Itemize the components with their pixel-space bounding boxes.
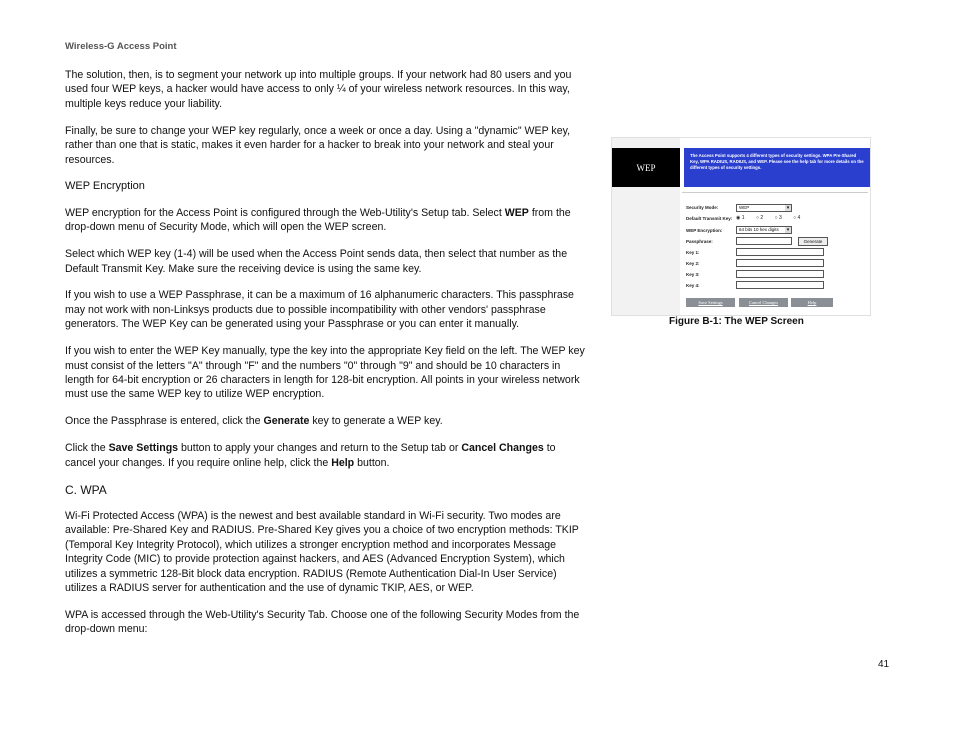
wep-encryption-label: WEP Encryption: xyxy=(686,228,723,233)
help-button[interactable]: Help xyxy=(791,298,833,307)
figure-caption: Figure B-1: The WEP Screen xyxy=(669,316,804,327)
paragraph: Click the Save Settings button to apply your changes and return to the Setup tab or Cancel Changes to cancel your changes. If you require online help, click the Help button. xyxy=(65,442,556,469)
key1-input[interactable] xyxy=(736,248,824,256)
passphrase-label: Passphrase: xyxy=(686,239,713,244)
radio-2[interactable]: ○ 2 xyxy=(755,215,764,221)
default-key-label: Default Transmit Key: xyxy=(686,216,733,221)
default-key-radios[interactable] xyxy=(736,215,810,221)
figure-info-banner: The Access Point supports 4 different types of security settings. WPA Pre-Shared Key, WPA RADIUS, RADIUS, and WEP. Please see the help tab for more details on the different types of security settings. xyxy=(684,148,870,187)
generate-button[interactable]: Generate xyxy=(798,237,828,246)
paragraph: WEP encryption for the Access Point is configured through the Web-Utility's Setup tab. Select WEP from the drop-down menu of Security Mode, which will open the WEP screen. xyxy=(65,206,571,234)
running-header: Wireless-G Access Point xyxy=(65,41,177,52)
security-mode-select[interactable]: WEP ▾ xyxy=(736,204,792,212)
radio-4[interactable]: ○ 4 xyxy=(793,215,801,221)
key3-label: Key 3: xyxy=(686,272,700,277)
save-settings-button[interactable]: Save Settings xyxy=(686,298,735,307)
page-number: 41 xyxy=(878,659,890,670)
wep-encryption-select[interactable]: 64 bits 10 hex digits ▾ xyxy=(736,226,792,234)
section-heading-wep: WEP Encryption xyxy=(65,180,145,193)
paragraph: WPA is accessed through the Web-Utility's Security Tab. Choose one of the following Security Modes from the drop-down menu: xyxy=(65,608,580,636)
security-mode-label: Security Mode: xyxy=(686,205,719,210)
key2-label: Key 2: xyxy=(686,261,700,266)
key2-input[interactable] xyxy=(736,259,824,267)
cancel-changes-button[interactable]: Cancel Changes xyxy=(739,298,788,307)
paragraph: Once the Passphrase is entered, click the Generate key to generate a WEP key. xyxy=(65,415,443,428)
paragraph: Wi-Fi Protected Access (WPA) is the newest and best available standard in Wi-Fi security. Two modes are available: Pre-Shared Key and RADIUS. Pre-Shared Key gives you a choice of two encryption methods: TKIP (Temporal Key Integrity Protocol), which utilizes a stronger encryption method and incorporates Message Integrity Code (MIC) to provide protection against hackers, and AES (Advanced Encryption System), which utilizes a symmetric 128-Bit block data encryption. RADIUS (Remote Authentication Dial-In User Service) utilizes a RADIUS server for authentication and the use of dynamic TKIP, AES, or WEP. xyxy=(65,509,579,594)
passphrase-input[interactable] xyxy=(736,237,792,245)
key3-input[interactable] xyxy=(736,270,824,278)
paragraph: Finally, be sure to change your WEP key regularly, once a week or once a day. Using a "dynamic" WEP key, rather than one that is static, makes it even harder for a hacker to break into your network and steal your resources. xyxy=(65,124,571,166)
key1-label: Key 1: xyxy=(686,250,700,255)
key4-input[interactable] xyxy=(736,281,824,289)
paragraph: If you wish to use a WEP Passphrase, it can be a maximum of 16 alphanumeric characters. This passphrase may not work with non-Linksys products due to possible incompatibility with other vendors' passphrase generators. The WEP Key can be generated using your Passphrase or you can enter it manually. xyxy=(65,289,574,331)
paragraph: Select which WEP key (1-4) will be used when the Access Point sends data, then select that number as the Default Transmit Key. Make sure the receiving device is using the same key. xyxy=(65,248,568,275)
body-text xyxy=(65,68,587,649)
wep-screen-figure xyxy=(611,137,871,316)
figure-divider xyxy=(682,192,868,193)
paragraph: If you wish to enter the WEP Key manually, type the key into the appropriate Key field on the left. The WEP key must consist of the letters "A" through "F" and the numbers "0" through "9" and should be 10 characters in length for 64-bit encryption or 26 characters in length for 128-bit encryption. All points in your wireless network must use the same WEP key to utilize WEP encryption. xyxy=(65,345,585,401)
radio-3[interactable]: ○ 3 xyxy=(774,215,782,221)
paragraph: The solution, then, is to segment your network up into multiple groups. If your network had 80 users and you used four WEP keys, a hacker would have access to only ¼ of your wireless network resources. In this way, multiple keys reduce your liability. xyxy=(65,69,572,110)
key4-label: Key 4: xyxy=(686,283,700,288)
section-heading-wpa: C. WPA xyxy=(65,482,107,497)
radio-1[interactable]: ◉ 1 xyxy=(736,215,745,221)
figure-sidebar-label: WEP xyxy=(612,148,680,187)
